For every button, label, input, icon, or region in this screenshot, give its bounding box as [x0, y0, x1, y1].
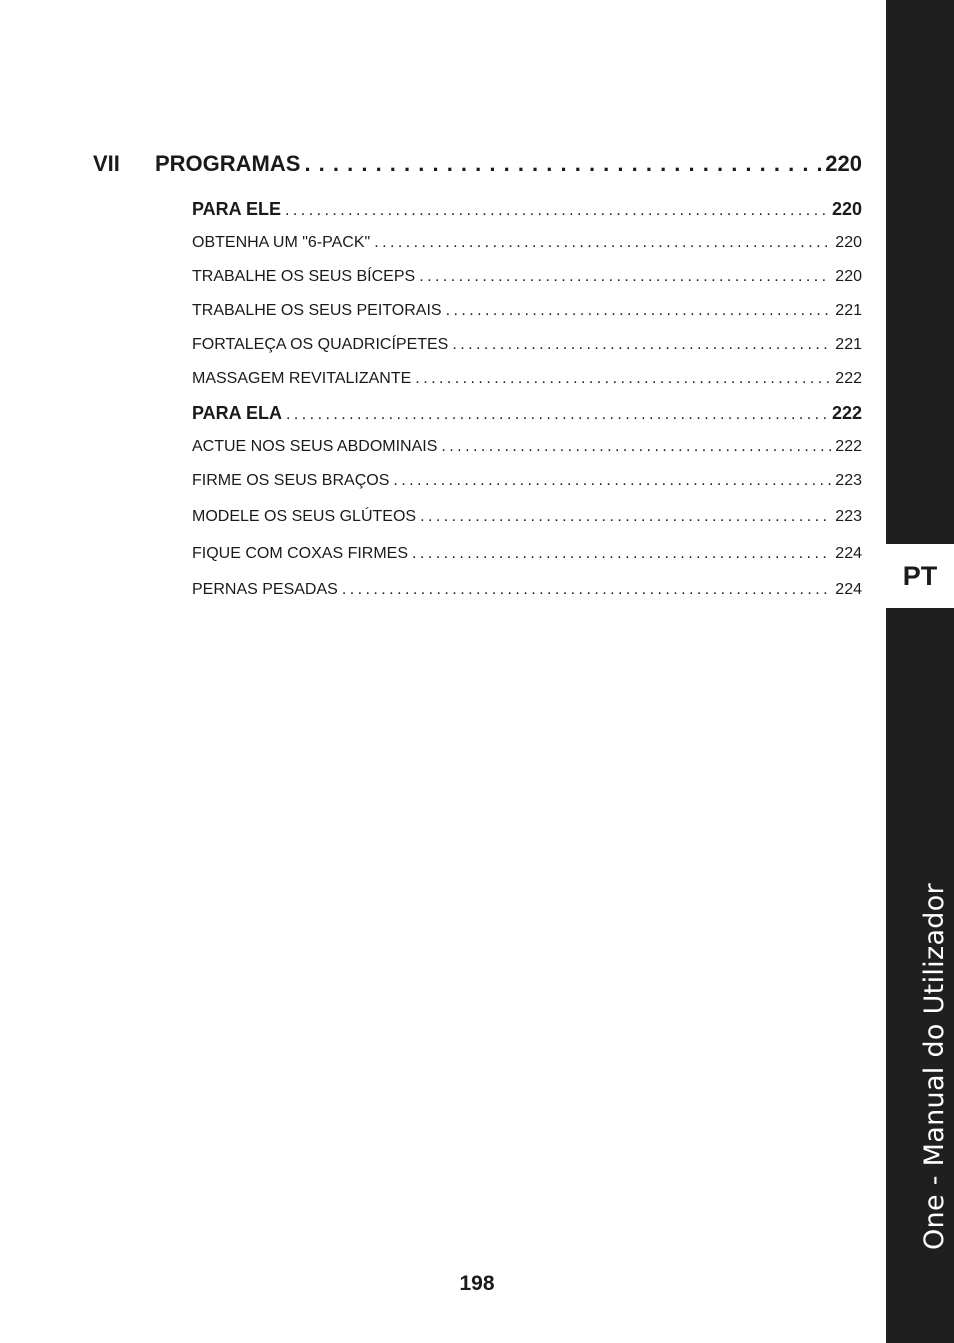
entry-page: 223 — [835, 508, 862, 525]
entry-label: FIQUE COM COXAS FIRMES — [192, 545, 409, 562]
manual-title: One - Manual do Utilizador — [919, 883, 950, 1250]
dot-leader — [374, 226, 831, 260]
entry-label: PARA ELE — [192, 199, 282, 219]
entry-label: FIRME OS SEUS BRAÇOS — [192, 472, 390, 489]
dot-leader — [342, 572, 831, 608]
entry-page: 221 — [835, 302, 862, 319]
toc-entry — [192, 396, 862, 430]
entry-label: ACTUE NOS SEUS ABDOMINAIS — [192, 438, 438, 455]
dot-leader — [304, 151, 821, 177]
toc-entry — [192, 362, 862, 396]
toc-entry — [192, 498, 862, 536]
toc-entries — [192, 192, 862, 608]
toc-chapter — [93, 151, 862, 181]
chapter-number: VII — [93, 151, 120, 176]
dot-leader — [286, 398, 828, 432]
toc-entry — [192, 536, 862, 572]
dot-leader — [419, 260, 831, 294]
toc-entry — [192, 192, 862, 226]
toc-entry — [192, 464, 862, 498]
dot-leader — [285, 194, 828, 228]
entry-label: MODELE OS SEUS GLÚTEOS — [192, 508, 417, 525]
dot-leader — [441, 430, 831, 464]
chapter-title: PROGRAMAS — [155, 151, 301, 176]
entry-page: 220 — [835, 234, 862, 251]
dot-leader — [412, 536, 831, 572]
entry-page: 224 — [835, 545, 862, 562]
dot-leader — [446, 294, 832, 328]
dot-leader — [452, 328, 831, 362]
entry-label: OBTENHA UM "6-PACK" — [192, 234, 371, 251]
entry-page: 220 — [835, 268, 862, 285]
entry-page: 223 — [835, 472, 862, 489]
dot-leader — [415, 362, 831, 396]
dot-leader — [393, 464, 831, 498]
toc-entry — [192, 294, 862, 328]
entry-label: PERNAS PESADAS — [192, 581, 338, 598]
toc-entry — [192, 226, 862, 260]
entry-label: MASSAGEM REVITALIZANTE — [192, 370, 412, 387]
chapter-page: 220 — [825, 151, 862, 176]
entry-page: 222 — [835, 370, 862, 387]
entry-label: FORTALEÇA OS QUADRICÍPETES — [192, 336, 449, 353]
entry-page: 220 — [831, 199, 862, 219]
toc-entry — [192, 572, 862, 608]
entry-label: PARA ELA — [192, 403, 282, 423]
entry-label: TRABALHE OS SEUS PEITORAIS — [192, 302, 442, 319]
dot-leader — [420, 498, 831, 536]
language-tab: PT — [886, 544, 954, 608]
toc-entry — [192, 430, 862, 464]
toc-entry — [192, 328, 862, 362]
entry-page: 222 — [835, 438, 862, 455]
entry-page: 224 — [835, 581, 862, 598]
entry-page: 222 — [831, 403, 862, 423]
entry-page: 221 — [835, 336, 862, 353]
entry-label: TRABALHE OS SEUS BÍCEPS — [192, 268, 416, 285]
page-number: 198 — [459, 1272, 495, 1295]
toc-entry — [192, 260, 862, 294]
